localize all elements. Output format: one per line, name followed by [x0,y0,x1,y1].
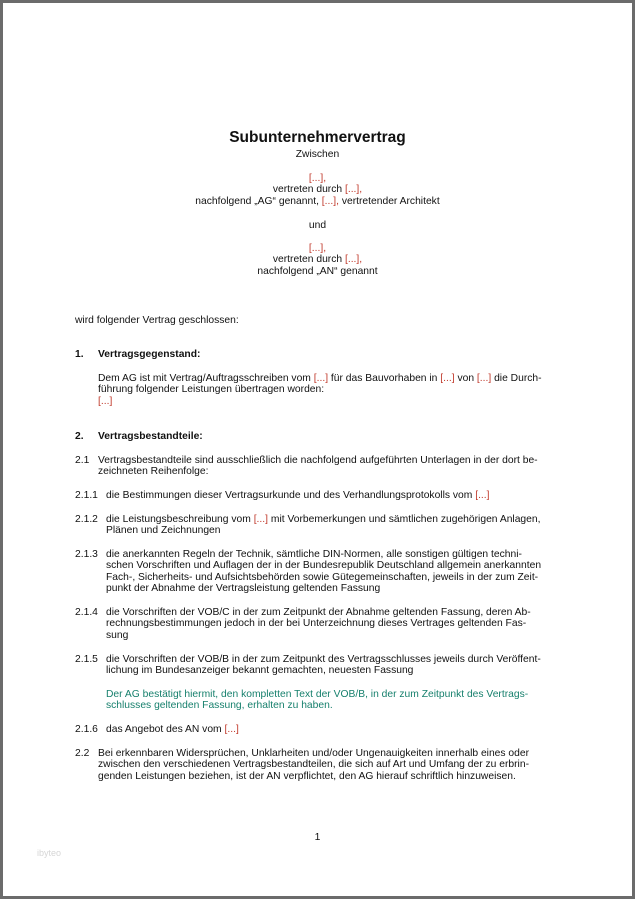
clause-2-2-line2: zwischen den verschiedenen Vertragsbestandteilen, die sich auf Art und Umfang der zu erbrin- [98,759,530,770]
clause-2-1-2-label: die Leistungsbeschreibung vom [106,514,254,525]
section1-text-c: von [454,373,477,384]
intro-text: wird folgender Vertrag geschlossen: [75,315,239,326]
clause-2-1-2-placeholder: [...] [253,514,268,525]
clause-2-1-3-line3: Fach-, Sicherheits- und Aufsichtsbehörden sowie Gütegemeinschaften, jeweils in der zum Zeit- [106,572,539,583]
clause-2-1-6-text [106,724,239,736]
section1-number: 1. [75,349,84,360]
section1-placeholder-3: [...] [476,373,492,384]
clause-2-1-4-number: 2.1.4 [75,607,98,618]
clause-2-1-1-text [106,490,490,502]
clause-2-1-6-placeholder: [...] [224,724,239,735]
party1-named-placeholder: [...], [321,196,339,207]
clause-2-2-number: 2.2 [75,748,90,759]
party1-named-suffix: vertretender Architekt [338,196,440,207]
clause-2-1-3-number: 2.1.3 [75,549,98,560]
clause-2-1-3-line2: schen Vorschriften und Auflagen der in der Bundesrepublik Deutschland allgemein anerkannten [106,560,542,571]
section2-number: 2. [75,431,84,442]
section1-line2: führung folgender Leistungen übertragen worden: [98,384,325,395]
clause-2-1-5-line1: die Vorschriften der VOB/B in der zum Zeitpunkt des Vertragsschlusses jeweils durch Veröffent- [106,654,541,665]
section1-heading: Vertragsgegenstand: [98,349,201,360]
and-label: und [308,220,327,231]
party1-rep-placeholder: [...], [344,184,363,195]
clause-2-1-3-line4: punkt der Abnahme der Vertragsleistung geltenden Fassung [106,583,381,594]
section1-text-b: für das Bauvorhaben in [328,373,441,384]
clause-2-1-1-label: die Bestimmungen dieser Vertragsurkunde und des Verhandlungsprotokolls vom [106,490,476,501]
document-page [3,3,632,896]
party1-rep-label: vertreten durch [272,184,345,195]
clause-2-1-1-placeholder: [...] [475,490,490,501]
party2-named: nachfolgend „AN“ genannt [257,266,378,277]
section1-placeholder-2: [...] [440,373,455,384]
clause-2-1-3-line1: die anerkannten Regeln der Technik, sämtliche DIN-Normen, alle sonstigen gültigen techni- [106,549,522,560]
section1-text-a: Dem AG ist mit Vertrag/Auftragsschreiben vom [98,373,314,384]
clause-2-1-number: 2.1 [75,455,90,466]
party2-representative [3,254,632,266]
clause-2-1-5-number: 2.1.5 [75,654,98,665]
section2-heading: Vertragsbestandteile: [98,431,203,442]
section1-placeholder-4: [...] [98,396,113,407]
section1-line1 [98,373,542,385]
clause-2-1-line2: zeichneten Reihenfolge: [98,466,209,477]
party1-representative [3,184,632,196]
clause-2-1-4-line3: sung [106,630,129,641]
clause-2-2-line3: genden Leistungen beziehen, ist der AN verpflichtet, den AG hierauf schriftlich hinzuweisen. [98,771,516,782]
clause-2-1-4-line2: rechnungsbestimmungen jedoch in der bei Unterzeichnung dieses Vertrages geltenden Fas- [106,618,527,629]
party2-rep-label: vertreten durch [272,254,345,265]
clause-2-1-line1: Vertragsbestandteile sind ausschließlich die nachfolgend aufgeführten Unterlagen in der dort be- [98,455,538,466]
party1-named [3,196,632,208]
party1-named-label: nachfolgend „AG“ genannt, [195,196,322,207]
clause-2-1-5-line2: lichung im Bundesanzeiger bekannt gemachten, neuesten Fassung [106,665,414,676]
clause-2-1-6-label: das Angebot des AN vom [106,724,225,735]
page-number: 1 [314,832,321,843]
party2-placeholder: [...], [308,243,327,254]
clause-2-1-2-line1 [106,514,540,526]
clause-2-1-5-note-line1: Der AG bestätigt hiermit, den kompletten Text der VOB/B, in der zum Zeitpunkt des Vertrags- [106,689,529,700]
clause-2-1-5-note-line2: schlusses geltenden Fassung, erhalten zu haben. [106,700,333,711]
clause-2-1-1-number: 2.1.1 [75,490,98,501]
clause-2-1-4-line1: die Vorschriften der VOB/C in der zum Zeitpunkt der Abnahme geltenden Fassung, deren Ab- [106,607,531,618]
clause-2-1-6-number: 2.1.6 [75,724,98,735]
watermark-text: ibyteo [37,848,62,858]
section1-placeholder-1: [...] [313,373,329,384]
clause-2-1-2-number: 2.1.2 [75,514,98,525]
section1-text-d: die Durch- [491,373,542,384]
party1-placeholder: [...], [308,173,327,184]
clause-2-2-line1: Bei erkennbaren Widersprüchen, Unklarheiten und/oder Ungenauigkeiten innerhalb eines oder [98,748,530,759]
document-title: Subunternehmervertrag [229,129,406,146]
party2-rep-placeholder: [...], [344,254,363,265]
clause-2-1-2-line2: Plänen und Zeichnungen [106,525,221,536]
clause-2-1-2-suffix: mit Vorbemerkungen und sämtlichen zugehörigen Anlagen, [268,514,541,525]
between-label: Zwischen [295,149,340,160]
